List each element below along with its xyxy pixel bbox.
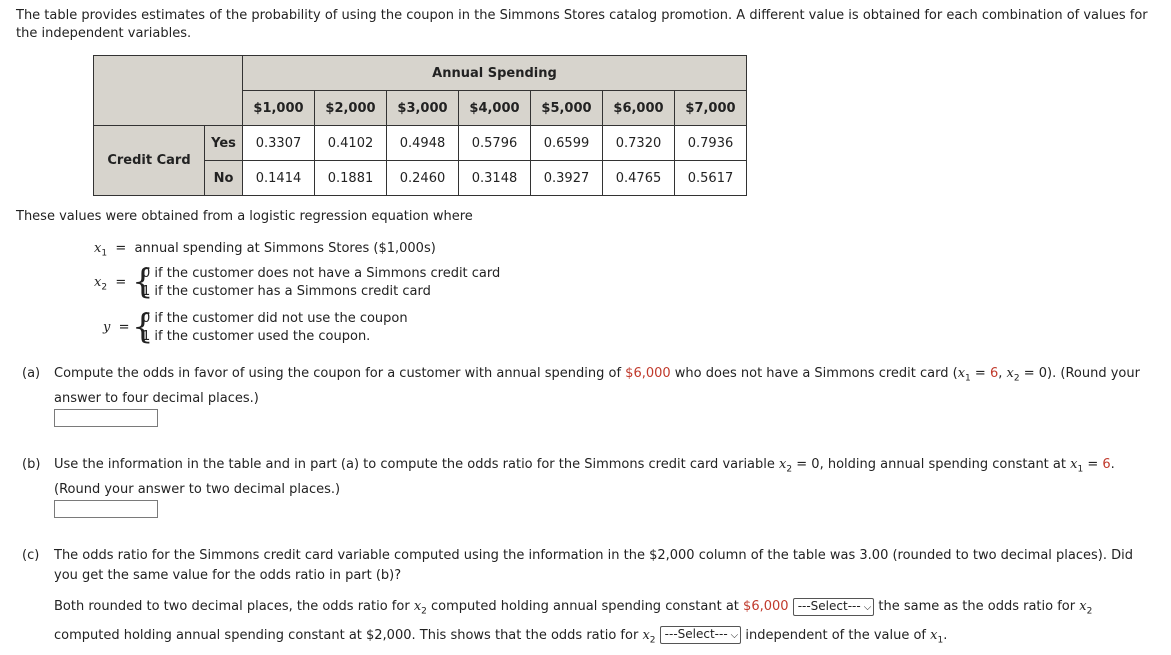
part-b-text: . (Round your answer to two decimal places.) [54,457,1115,497]
part-a-text: ). (Round your answer to four decimal places.) [54,366,1140,406]
x2-case-0: 0 if the customer does not have a Simmons credit card [142,266,501,281]
part-b-answer-input[interactable] [54,500,158,518]
column-header: $6,000 [603,91,675,126]
part-c-sentence: independent of the value of [741,627,931,643]
column-header: $3,000 [387,91,459,126]
table-cell: 0.7320 [603,126,675,161]
part-b-x2-value: 0 [811,457,820,472]
brace-icon: { [132,307,154,347]
table-cell: 0.3927 [531,161,603,196]
table-cell: 0.1414 [243,161,315,196]
part-c-sentence: the same as the odds ratio for [874,599,1080,614]
part-a-text: Compute the odds in favor of using the coupon for a customer with annual spending of [54,366,626,381]
table-cell: 0.1881 [315,161,387,196]
part-c-sentence: Both rounded to two decimal places, the odds ratio for [54,599,414,614]
y-case-0: 0 if the customer did not use the coupon [142,311,408,326]
part-b-question: (b) Use the information in the table and in part (a) to compute the odds ratio for the Simmons credit card variable $x_2 = 0$, holding annual spending constant at $x_1 = 6$. (Round your answer to two decimal places.) [22,457,1115,497]
part-a-x1-value: 6 [989,366,999,381]
table-cell: 0.4765 [603,161,675,196]
column-header: $5,000 [531,91,603,126]
part-c-sentence: computed holding annual spending constant at $2,000. This shows that the odds ratio for [54,627,643,643]
column-header: $2,000 [315,91,387,126]
column-header: $4,000 [459,91,531,126]
table-cell: 0.7936 [675,126,747,161]
regression-note: These values were obtained from a logistic regression equation where [16,209,473,224]
row-group-header: Credit Card [94,126,205,196]
row-label-yes: Yes [205,126,243,161]
part-a-text: who does not have a Simmons credit card ( [670,366,958,381]
select-label: ---Select--- [797,598,861,613]
table-cell: 0.5796 [459,126,531,161]
x2-case-1: 1 if the customer has a Simmons credit card [142,284,431,299]
chevron-down-icon: ⌵ [863,601,872,613]
part-b-x1-value: 6 [1102,457,1111,472]
part-a-answer-input[interactable] [54,409,158,427]
part-b-label: (b) [22,457,41,472]
x1-definition: $x_1$ = annual spending at Simmons Stores ($1,000s) [94,241,436,259]
probability-table [93,55,747,196]
table-cell: 0.2460 [387,161,459,196]
part-c-sentence: computed holding annual spending constant at [426,599,744,614]
y-case-1: 1 if the customer used the coupon. [142,329,371,344]
part-c-select-2[interactable] [660,626,742,644]
part-c-amount: $6,000 [743,599,789,614]
part-a-question: (a) Compute the odds in favor of using the coupon for a customer with annual spending of $6,000 who does not have a Simmons credit card ($x_1 = 6$, $x_2 = 0$). (Round your answer to four decimal places.) [22,366,1140,406]
table-cell: 0.6599 [531,126,603,161]
part-a-amount: $6,000 [625,366,671,381]
column-header: $1,000 [243,91,315,126]
intro-text: The table provides estimates of the probability of using the coupon in the Simmons Stores catalog promotion. A different value is obtained for each combination of values for the independent variables. [16,8,1148,41]
table-cell: 0.3307 [243,126,315,161]
table-cell: 0.5617 [675,161,747,196]
part-c-select-1[interactable] [793,598,875,616]
part-b-text: , holding annual spending constant at [819,457,1071,472]
part-c-statement: Both rounded to two decimal places, the odds ratio for $x_2$ computed holding annual spending constant at $6,000 ---Select--- ⌵ the same as the odds ratio for $x_2$ computed holding annual spending constant at $2,000. This shows that the odds ratio for $x_2$ ---Select--- ⌵ independent of the value of $x_1$. [54,598,1093,646]
table-corner [94,56,243,126]
part-a-label: (a) [22,366,41,381]
table-cell: 0.3148 [459,161,531,196]
part-a-x2-value: 0 [1038,366,1048,381]
part-c-question [22,546,1152,586]
x1-definition-text: annual spending at Simmons Stores ($1,000s) [134,241,436,256]
table-cell: 0.4102 [315,126,387,161]
part-b-text: Use the information in the table and in part (a) to compute the odds ratio for the Simmons credit card variable [54,457,780,472]
part-c-text: The odds ratio for the Simmons credit card variable computed using the information in the $2,000 column of the table was 3.00 (rounded to two decimal places). Did you get the same value for the odds ratio in part (b)? [54,548,1134,583]
x2-symbol: $x_2$ = [94,275,127,293]
chevron-down-icon: ⌵ [730,630,739,642]
column-header: $7,000 [675,91,747,126]
y-symbol: y = [103,320,130,335]
select-label: ---Select--- [664,627,728,642]
brace-icon: { [132,262,154,302]
row-label-no: No [205,161,243,196]
table-cell: 0.4948 [387,126,459,161]
part-c-label: (c) [22,548,40,563]
column-group-header: Annual Spending [243,56,747,91]
table-row [94,126,747,161]
